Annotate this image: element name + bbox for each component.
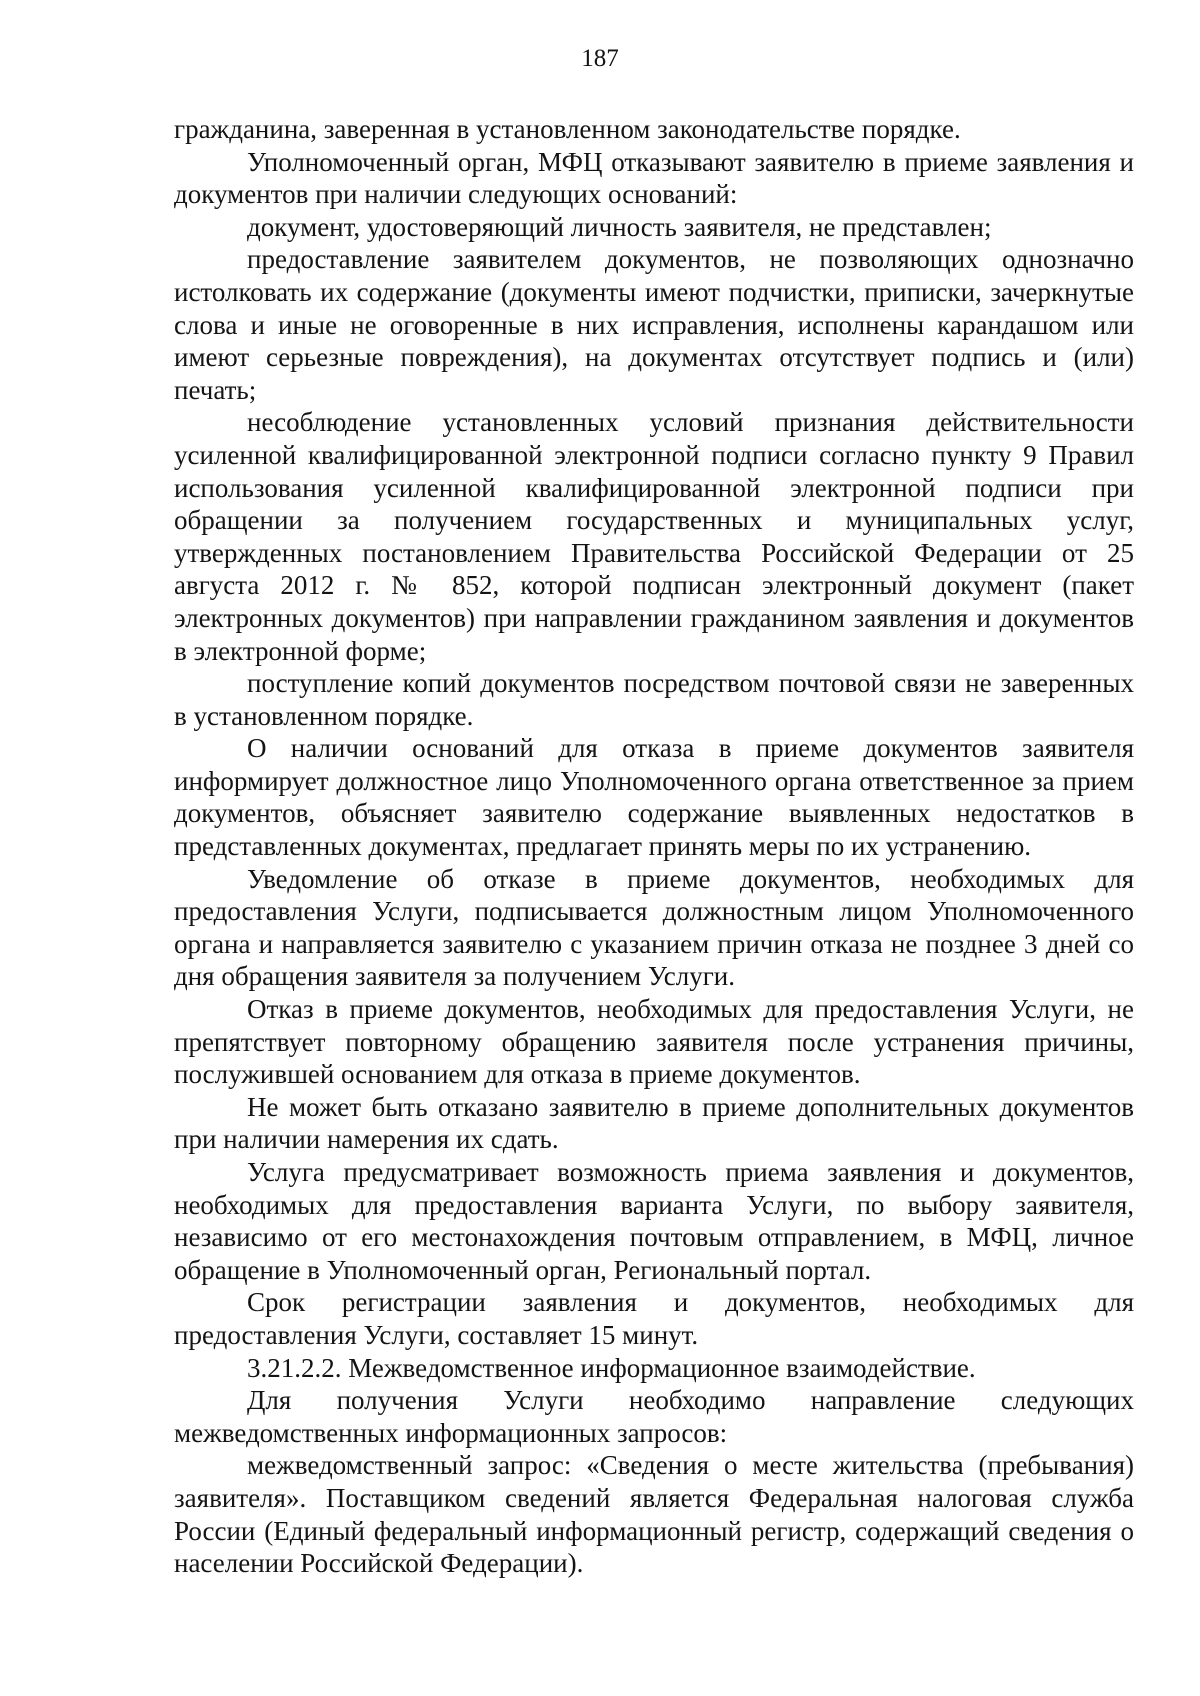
paragraph: гражданина, заверенная в установленном законодательстве порядке. xyxy=(174,114,961,144)
paragraph: 3.21.2.2. Межведомственное информационное взаимодействие. xyxy=(247,1352,976,1383)
paragraph: Уполномоченный орган, МФЦ отказывают заявителю в приеме заявления и документов при наличии следующих оснований: xyxy=(174,146,1134,210)
paragraph: Не может быть отказано заявителю в приеме дополнительных документов при наличии намерения их сдать. xyxy=(174,1091,1134,1155)
paragraph: Услуга предусматривает возможность приема заявления и документов, необходимых для предоставления варианта Услуги, по выбору заявителя, независимо от его местонахождения почтовым отправлением, в МФЦ, личное обращение в Уполномоченный орган, Региональный портал. xyxy=(174,1157,1134,1285)
paragraph: документ, удостоверяющий личность заявителя, не представлен; xyxy=(247,211,992,242)
paragraph: Срок регистрации заявления и документов, необходимых для предоставления Услуги, составляет 15 минут. xyxy=(174,1287,1134,1350)
paragraph: Уведомление об отказе в приеме документов, необходимых для предоставления Услуги, подписывается должностным лицом Уполномоченного органа и направляется заявителю с указанием причин отказа не позднее 3 дней со дня обращения заявителя за получением Услуги. xyxy=(174,863,1134,992)
paragraph: Для получения Услуги необходимо направление следующих межведомственных информационных запросов: xyxy=(174,1385,1134,1448)
paragraph: Отказ в приеме документов, необходимых для предоставления Услуги, не препятствует повторному обращению заявителя после устранения причины, послужившей основанием для отказа в приеме документов. xyxy=(174,994,1134,1090)
page-number: 187 xyxy=(581,45,619,72)
body-text xyxy=(174,113,1134,1580)
paragraph: межведомственный запрос: «Сведения о месте жительства (пребывания) заявителя». Поставщиком сведений является Федеральная налоговая служба России (Единый федеральный информационный регистр, содержащий сведения о населении Российской Федерации). xyxy=(174,1450,1134,1579)
paragraph: предоставление заявителем документов, не позволяющих однозначно истолковать их содержание (документы имеют подчистки, приписки, зачеркнутые слова и иные не оговоренные в них исправления, исполнены карандашом или имеют серьезные повреждения), на документах отсутствует подпись и (или) печать; xyxy=(174,244,1134,405)
paragraph: О наличии оснований для отказа в приеме документов заявителя информирует должностное лицо Уполномоченного органа ответственное за прием документов, объясняет заявителю содержание выявленных недостатков в представленных документах, предлагает принять меры по их устранению. xyxy=(174,733,1134,862)
paragraph: поступление копий документов посредством почтовой связи не заверенных в установленном порядке. xyxy=(174,668,1134,731)
paragraph: несоблюдение установленных условий признания действительности усиленной квалифицированной электронной подписи согласно пункту 9 Правил использования усиленной квалифицированной электронной подписи при обращении за получением государственных и муниципальных услуг, утвержденных постановлением Правительства Российской Федерации от 25 августа 2012 г. № 852, которой подписан электронный документ (пакет электронных документов) при направлении гражданином заявления и документов в электронной форме; xyxy=(174,407,1134,666)
